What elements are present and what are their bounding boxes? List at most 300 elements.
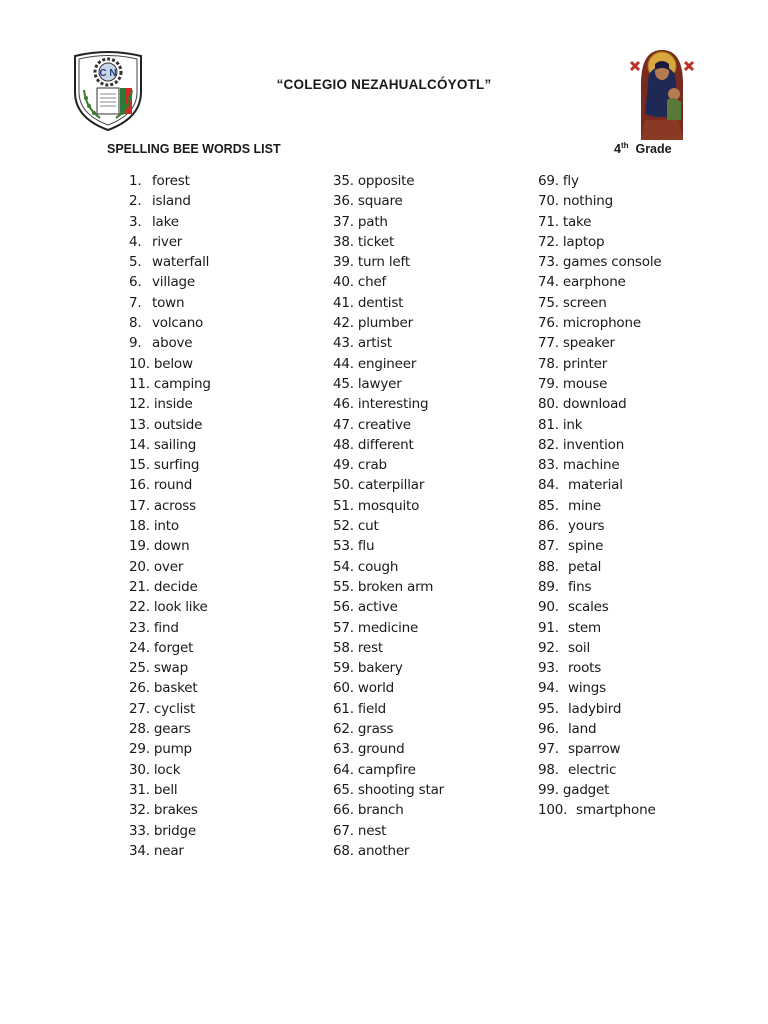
word-item <box>538 516 662 536</box>
word-number: 43. <box>333 335 354 352</box>
word-text: decide <box>153 578 198 595</box>
word-text: dentist <box>357 294 404 311</box>
word-number: 81. <box>538 416 559 433</box>
word-text: sailing <box>153 436 197 453</box>
word-item <box>129 760 211 780</box>
word-item <box>129 739 211 759</box>
word-item <box>538 171 662 191</box>
word-text: square <box>357 193 403 210</box>
word-text: nothing <box>562 193 614 210</box>
word-item <box>129 699 211 719</box>
word-text: artist <box>357 335 392 352</box>
word-item <box>129 557 211 577</box>
word-number: 70. <box>538 193 559 210</box>
word-text: broken arm <box>357 578 434 595</box>
word-number: 9. <box>129 335 142 352</box>
word-item <box>538 699 662 719</box>
word-number: 62. <box>333 721 354 738</box>
word-number: 15. <box>129 457 150 474</box>
word-number: 32. <box>129 802 150 819</box>
word-item <box>129 780 211 800</box>
word-text: smartphone <box>576 802 656 819</box>
word-number: 35. <box>333 173 354 189</box>
word-item <box>538 496 662 516</box>
word-item <box>129 232 211 252</box>
word-text: ladybird <box>568 700 622 717</box>
word-number: 39. <box>333 254 354 271</box>
word-text: pump <box>153 741 192 758</box>
word-item <box>333 719 444 739</box>
word-column-2 <box>333 171 444 861</box>
word-item <box>538 293 662 313</box>
word-item <box>538 394 662 414</box>
word-text: below <box>153 355 193 372</box>
word-item <box>129 374 211 394</box>
word-text: camping <box>153 375 211 392</box>
word-text: river <box>152 233 183 250</box>
word-number: 44. <box>333 355 354 372</box>
word-number: 78. <box>538 355 559 372</box>
word-item <box>333 293 444 313</box>
word-item <box>129 800 211 820</box>
word-number: 86. <box>538 518 559 535</box>
word-item <box>538 475 662 495</box>
word-number: 94. <box>538 680 559 697</box>
word-text: bakery <box>357 660 403 677</box>
word-text: laptop <box>562 233 605 250</box>
word-text: creative <box>357 416 411 433</box>
word-text: medicine <box>357 619 419 636</box>
word-text: shooting star <box>357 781 444 798</box>
word-item <box>538 232 662 252</box>
word-item <box>333 435 444 455</box>
word-item <box>333 678 444 698</box>
word-number: 21. <box>129 578 150 595</box>
word-number: 28. <box>129 721 150 738</box>
word-item <box>129 658 211 678</box>
word-text: microphone <box>562 315 641 332</box>
word-text: forget <box>153 639 194 656</box>
word-number: 36. <box>333 193 354 210</box>
word-item <box>333 760 444 780</box>
word-number: 51. <box>333 497 354 514</box>
word-text: yours <box>568 518 605 535</box>
word-number: 77. <box>538 335 559 352</box>
word-item <box>538 719 662 739</box>
word-text: inside <box>153 396 193 413</box>
word-item <box>333 516 444 536</box>
word-text: invention <box>562 436 625 453</box>
word-item <box>129 293 211 313</box>
word-item <box>129 597 211 617</box>
word-number: 38. <box>333 233 354 250</box>
word-item <box>538 455 662 475</box>
word-number: 92. <box>538 639 559 656</box>
word-item <box>333 455 444 475</box>
word-item <box>538 536 662 556</box>
word-item <box>129 435 211 455</box>
word-item <box>333 699 444 719</box>
word-number: 26. <box>129 680 150 697</box>
word-text: scales <box>568 599 609 616</box>
word-number: 49. <box>333 457 354 474</box>
word-number: 46. <box>333 396 354 413</box>
word-number: 16. <box>129 477 150 494</box>
word-item <box>129 252 211 272</box>
word-item <box>333 496 444 516</box>
word-item <box>333 618 444 638</box>
word-item <box>129 638 211 658</box>
word-text: into <box>153 518 179 535</box>
word-text: active <box>357 599 398 616</box>
word-item <box>333 597 444 617</box>
word-item <box>538 739 662 759</box>
word-number: 64. <box>333 761 354 778</box>
word-text: path <box>357 213 388 230</box>
word-text: rest <box>357 639 383 656</box>
word-text: look like <box>153 599 208 616</box>
word-text: electric <box>568 761 617 778</box>
word-number: 85. <box>538 497 559 514</box>
word-text: bridge <box>153 822 196 839</box>
word-number: 40. <box>333 274 354 291</box>
word-number: 61. <box>333 700 354 717</box>
word-number: 57. <box>333 619 354 636</box>
word-item <box>333 374 444 394</box>
grade-text: Grade <box>635 142 672 156</box>
word-text: village <box>152 274 195 291</box>
word-number: 5. <box>129 254 142 271</box>
word-text: sparrow <box>568 741 621 758</box>
word-text: earphone <box>562 274 626 291</box>
word-text: branch <box>357 802 404 819</box>
word-text: crab <box>357 457 387 474</box>
grade-suffix: th <box>620 141 629 150</box>
word-number: 69. <box>538 173 559 189</box>
word-number: 29. <box>129 741 150 758</box>
word-text: wings <box>568 680 606 697</box>
word-item <box>538 272 662 292</box>
word-item <box>538 780 662 800</box>
word-text: download <box>562 396 627 413</box>
word-number: 17. <box>129 497 150 514</box>
word-number: 82. <box>538 436 559 453</box>
word-text: grass <box>357 721 394 738</box>
word-item <box>333 780 444 800</box>
word-item <box>129 577 211 597</box>
word-number: 30. <box>129 761 150 778</box>
word-column-3 <box>538 171 662 821</box>
word-number: 48. <box>333 436 354 453</box>
word-item <box>538 252 662 272</box>
word-number: 74. <box>538 274 559 291</box>
word-number: 41. <box>333 294 354 311</box>
word-text: stem <box>568 619 601 636</box>
word-number: 2. <box>129 193 142 210</box>
word-text: flu <box>357 538 375 555</box>
word-item <box>333 232 444 252</box>
word-text: printer <box>562 355 608 372</box>
word-item <box>129 536 211 556</box>
word-number: 47. <box>333 416 354 433</box>
word-item <box>333 272 444 292</box>
word-text: mosquito <box>357 497 420 514</box>
word-item <box>538 557 662 577</box>
word-item <box>538 678 662 698</box>
school-name-heading: “COLEGIO NEZAHUALCÓYOTL” <box>276 77 492 92</box>
word-text: games console <box>562 254 662 271</box>
word-text: surfing <box>153 457 200 474</box>
word-text: down <box>153 538 190 555</box>
word-item <box>538 435 662 455</box>
word-number: 31. <box>129 781 150 798</box>
word-item <box>129 394 211 414</box>
word-number: 20. <box>129 558 150 575</box>
word-number: 80. <box>538 396 559 413</box>
word-number: 23. <box>129 619 150 636</box>
word-text: town <box>152 294 185 311</box>
word-number: 33. <box>129 822 150 839</box>
word-number: 66. <box>333 802 354 819</box>
word-text: near <box>153 842 184 859</box>
word-text: plumber <box>357 315 413 332</box>
word-text: cough <box>357 558 399 575</box>
word-number: 24. <box>129 639 150 656</box>
word-item <box>538 333 662 353</box>
word-item <box>333 557 444 577</box>
word-text: ground <box>357 741 405 758</box>
word-item <box>333 638 444 658</box>
word-item <box>129 313 211 333</box>
word-item <box>333 333 444 353</box>
word-item <box>538 313 662 333</box>
word-number: 90. <box>538 599 559 616</box>
word-number: 22. <box>129 599 150 616</box>
word-text: roots <box>568 660 602 677</box>
logo-initials: C N <box>99 68 117 79</box>
word-number: 68. <box>333 842 354 859</box>
word-text: cyclist <box>153 700 196 717</box>
word-number: 88. <box>538 558 559 575</box>
word-number: 12. <box>129 396 150 413</box>
word-number: 63. <box>333 741 354 758</box>
word-item <box>538 658 662 678</box>
word-item <box>333 191 444 211</box>
word-text: engineer <box>357 355 417 372</box>
word-text: above <box>152 335 193 352</box>
word-number: 27. <box>129 700 150 717</box>
word-text: another <box>357 842 410 859</box>
word-item <box>129 475 211 495</box>
word-number: 13. <box>129 416 150 433</box>
word-text: nest <box>357 822 387 839</box>
word-item <box>333 821 444 841</box>
word-number: 98. <box>538 761 559 778</box>
word-number: 3. <box>129 213 142 230</box>
word-item <box>538 577 662 597</box>
word-number: 45. <box>333 375 354 392</box>
word-number: 34. <box>129 842 150 859</box>
word-text: bell <box>153 781 178 798</box>
word-item <box>333 475 444 495</box>
word-number: 54. <box>333 558 354 575</box>
word-text: screen <box>562 294 607 311</box>
word-item <box>538 597 662 617</box>
word-text: caterpillar <box>357 477 425 494</box>
word-number: 25. <box>129 660 150 677</box>
word-text: fins <box>568 578 592 595</box>
word-text: petal <box>568 558 602 575</box>
word-item <box>333 394 444 414</box>
word-text: machine <box>562 457 620 474</box>
word-item <box>333 536 444 556</box>
word-item <box>333 415 444 435</box>
word-column-1 <box>129 171 211 861</box>
word-number: 10. <box>129 355 150 372</box>
word-text: waterfall <box>152 254 210 271</box>
word-number: 42. <box>333 315 354 332</box>
word-item <box>538 191 662 211</box>
word-number: 100. <box>538 802 568 819</box>
word-text: turn left <box>357 254 410 271</box>
word-number: 65. <box>333 781 354 798</box>
word-text: across <box>153 497 196 514</box>
word-item <box>333 354 444 374</box>
word-text: outside <box>153 416 203 433</box>
word-number: 73. <box>538 254 559 271</box>
word-number: 67. <box>333 822 354 839</box>
word-item <box>538 212 662 232</box>
word-number: 79. <box>538 375 559 392</box>
word-text: gadget <box>562 781 610 798</box>
word-item <box>129 678 211 698</box>
religious-icon-image <box>627 44 697 140</box>
word-number: 96. <box>538 721 559 738</box>
word-text: basket <box>153 680 198 697</box>
word-number: 4. <box>129 233 142 250</box>
word-item <box>538 638 662 658</box>
word-item <box>333 658 444 678</box>
word-text: interesting <box>357 396 429 413</box>
word-text: brakes <box>153 802 198 819</box>
word-text: mine <box>568 497 601 514</box>
word-item <box>129 455 211 475</box>
word-item <box>129 516 211 536</box>
word-number: 87. <box>538 538 559 555</box>
list-title: SPELLING BEE WORDS LIST <box>107 142 281 156</box>
word-number: 93. <box>538 660 559 677</box>
word-item <box>129 212 211 232</box>
word-text: find <box>153 619 179 636</box>
word-text: swap <box>153 660 188 677</box>
word-text: ticket <box>357 233 395 250</box>
word-item <box>129 415 211 435</box>
grade-number: 4 <box>614 142 621 156</box>
word-item <box>538 354 662 374</box>
word-text: land <box>568 721 597 738</box>
word-number: 72. <box>538 233 559 250</box>
word-item <box>538 760 662 780</box>
word-text: island <box>152 193 191 210</box>
word-text: fly <box>562 173 579 189</box>
word-number: 83. <box>538 457 559 474</box>
word-text: lake <box>152 213 179 230</box>
word-text: take <box>562 213 592 230</box>
word-number: 75. <box>538 294 559 311</box>
word-number: 50. <box>333 477 354 494</box>
word-text: lawyer <box>357 375 402 392</box>
word-item <box>129 354 211 374</box>
word-item <box>333 252 444 272</box>
word-number: 91. <box>538 619 559 636</box>
word-item <box>333 313 444 333</box>
word-text: over <box>153 558 184 575</box>
word-item <box>129 333 211 353</box>
word-item <box>333 739 444 759</box>
word-item <box>129 191 211 211</box>
word-item <box>333 800 444 820</box>
word-number: 11. <box>129 375 150 392</box>
word-item <box>129 618 211 638</box>
word-number: 95. <box>538 700 559 717</box>
word-number: 71. <box>538 213 559 230</box>
word-text: volcano <box>152 315 204 332</box>
word-item <box>333 577 444 597</box>
word-text: world <box>357 680 395 697</box>
word-item <box>538 415 662 435</box>
word-text: gears <box>153 721 191 738</box>
word-number: 53. <box>333 538 354 555</box>
word-item <box>538 800 662 820</box>
word-text: cut <box>357 518 379 535</box>
word-number: 18. <box>129 518 150 535</box>
word-number: 89. <box>538 578 559 595</box>
word-text: speaker <box>562 335 615 352</box>
word-text: soil <box>568 639 590 656</box>
word-number: 56. <box>333 599 354 616</box>
word-number: 8. <box>129 315 142 332</box>
word-text: opposite <box>357 173 415 189</box>
word-item <box>333 841 444 861</box>
word-item <box>129 841 211 861</box>
word-text: round <box>153 477 193 494</box>
word-number: 14. <box>129 436 150 453</box>
word-text: spine <box>568 538 604 555</box>
word-number: 6. <box>129 274 142 291</box>
word-text: campfire <box>357 761 416 778</box>
word-item <box>333 171 444 191</box>
word-item <box>129 171 211 191</box>
word-number: 55. <box>333 578 354 595</box>
word-item <box>129 821 211 841</box>
word-text: field <box>357 700 387 717</box>
word-item <box>538 618 662 638</box>
word-item <box>129 496 211 516</box>
word-text: ink <box>562 416 583 433</box>
word-number: 58. <box>333 639 354 656</box>
word-number: 19. <box>129 538 150 555</box>
word-number: 60. <box>333 680 354 697</box>
word-number: 59. <box>333 660 354 677</box>
word-text: chef <box>357 274 387 291</box>
word-number: 76. <box>538 315 559 332</box>
word-number: 7. <box>129 294 142 311</box>
word-item <box>538 374 662 394</box>
word-number: 37. <box>333 213 354 230</box>
word-text: mouse <box>562 375 608 392</box>
word-number: 52. <box>333 518 354 535</box>
word-text: lock <box>153 761 181 778</box>
